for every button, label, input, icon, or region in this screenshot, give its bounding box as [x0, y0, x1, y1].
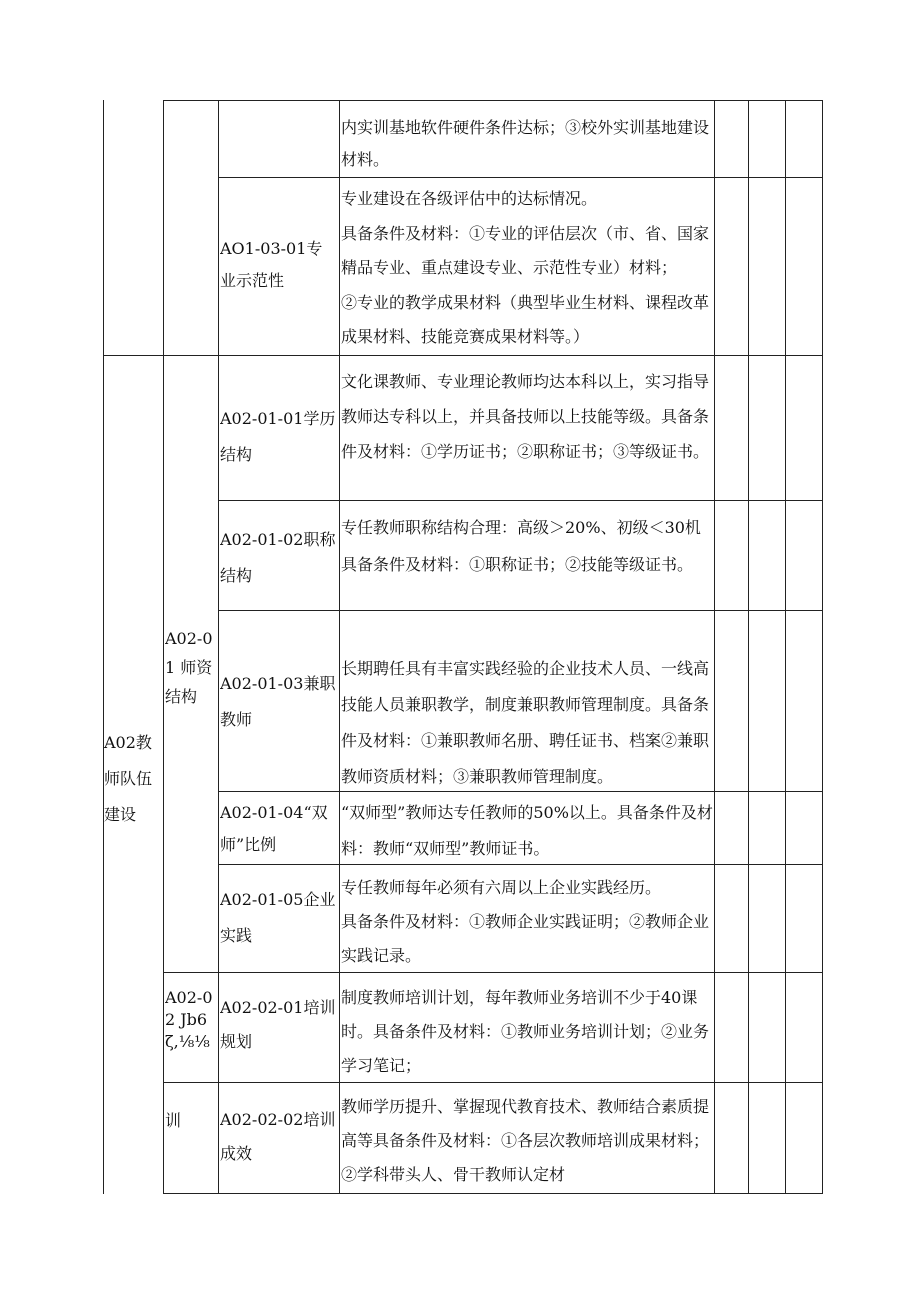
level2-label-training-cont: 训 [165, 1111, 182, 1130]
col-divider-1 [163, 100, 164, 1194]
col-divider-4 [714, 100, 715, 1194]
row-divider-8 [163, 1082, 823, 1083]
table-border-left [103, 100, 104, 1194]
col-divider-2 [218, 100, 219, 1194]
table-border-top [163, 100, 823, 101]
table-border-bottom [163, 1193, 823, 1194]
row-divider-5 [218, 791, 823, 792]
level2-label-staff-structure: A02-01 师资结构 [165, 629, 213, 706]
level2-label-training: A02-02 Jb6ζ,⅛⅛ [165, 988, 213, 1051]
table-row: AO1-03-01专业示范性 [220, 239, 323, 290]
row-divider-1 [218, 177, 823, 178]
table-row [220, 105, 337, 175]
row-divider-7 [163, 972, 823, 973]
table-row: A02-01-05企业实践 [220, 890, 336, 945]
table-border-right [822, 100, 823, 1194]
col-divider-6 [785, 100, 786, 1194]
standard-cell: 制度教师培训计划，每年教师业务培训不少于40课时。具备条件及材料：①教师业务培训计划；②业务学习笔记； [341, 988, 710, 1075]
table-row: A02-01-02职称结构 [220, 530, 336, 585]
table-row: A02-01-04“双师”比例 [220, 803, 328, 854]
standard-cell: 长期聘任具有丰富实践经验的企业技术人员、一线高技能人员兼职教学，制度兼职教师管理制度。具备条件及材料：①兼职教师名册、聘任证书、档案②兼职教师资质材料；③兼职教师管理制度。 [341, 659, 710, 786]
standard-cell: 专任教师职称结构合理：高级＞20%、初级＜30机具备条件及材料：①职称证书；②技能等级证书。 [341, 518, 701, 574]
col-divider-5 [748, 100, 749, 1194]
table-row: A02-02-02培训成效 [220, 1110, 336, 1163]
standard-cell: 内实训基地软件硬件条件达标；③校外实训基地建设材料。 [341, 118, 710, 169]
table-row: A02-01-01学历结构 [220, 409, 336, 464]
row-divider-3 [218, 500, 823, 501]
standard-cell: 专业建设在各级评估中的达标情况。 具备条件及材料：①专业的评估层次（市、省、国家精品专业、重点建设专业、示范性专业）材料； ②专业的教学成果材料（典型毕业生材料、课程改革成果材料、技能竞赛成果材料等。） [341, 189, 710, 346]
row-divider-4 [218, 610, 823, 611]
table-row: A02-02-01培训规划 [220, 998, 336, 1051]
level1-label: A02教师队伍建设 [104, 733, 153, 824]
standard-cell: “双师型”教师达专任教师的50%以上。具备条件及材料：教师“双师型”教师证书。 [341, 803, 713, 858]
row-divider-2 [103, 355, 823, 356]
col-divider-3 [339, 100, 340, 1194]
row-divider-6 [218, 864, 823, 865]
standard-cell: 文化课教师、专业理论教师均达本科以上，实习指导教师达专科以上，并具备技师以上技能等级。具备条件及材料：①学历证书；②职称证书；③等级证书。 [341, 372, 710, 461]
standard-cell: 教师学历提升、掌握现代教育技术、教师结合素质提高等具备条件及材料：①各层次教师培训成果材料；②学科带头人、骨干教师认定材 [341, 1097, 710, 1184]
table-row: A02-01-03兼职教师 [220, 674, 336, 729]
standard-cell: 专任教师每年必须有六周以上企业实践经历。 具备条件及材料：①教师企业实践证明；②教师企业实践记录。 [341, 878, 710, 965]
